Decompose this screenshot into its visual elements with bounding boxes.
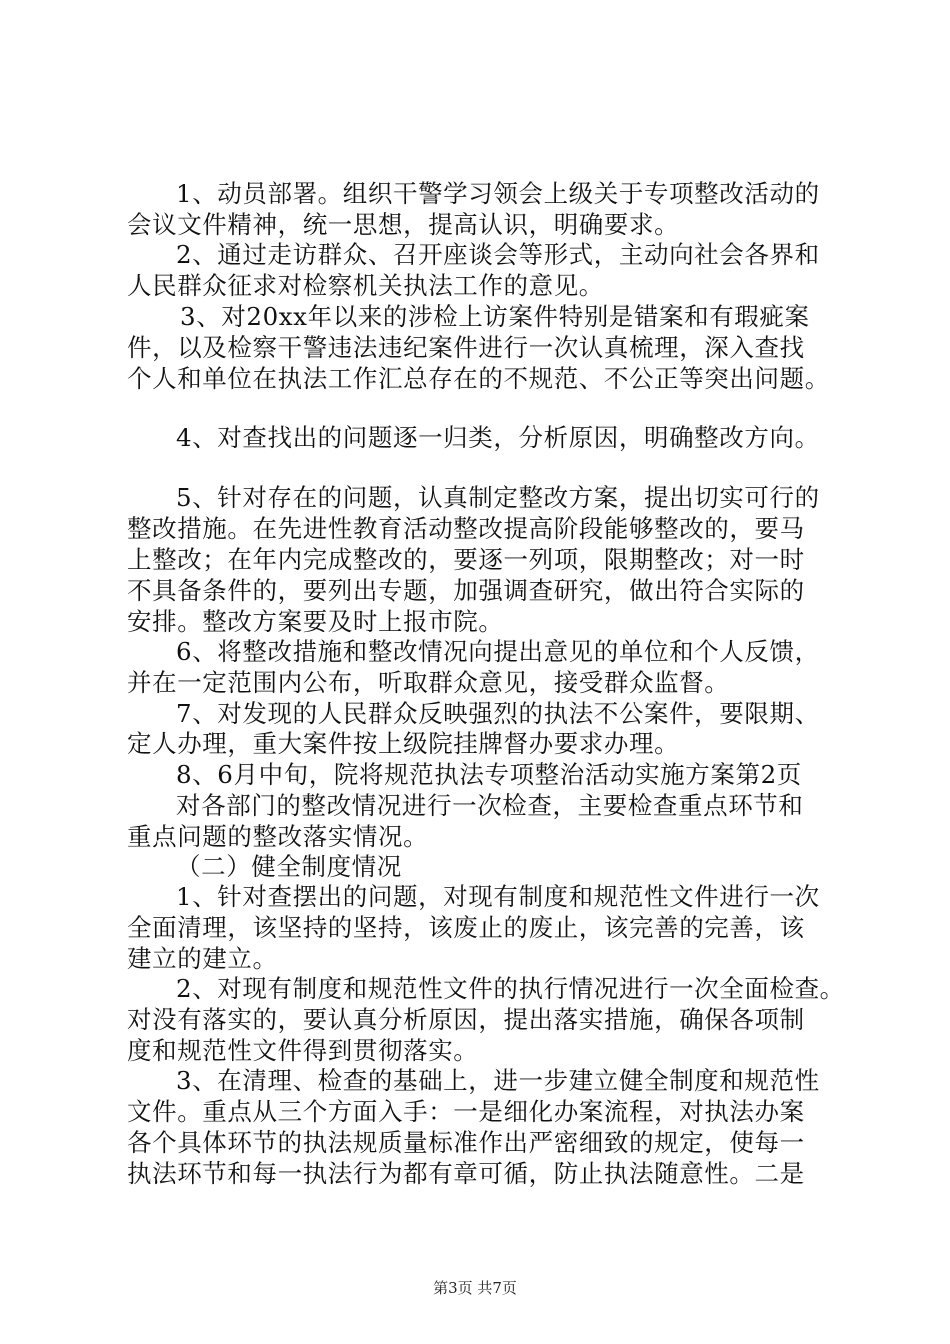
- text-line: 定人办理，重大案件按上级院挂牌督办要求办理。: [127, 729, 680, 758]
- text-line: 对没有落实的，要认真分析原因，提出落实措施，确保各项制: [127, 1005, 805, 1034]
- text-line: 文件。重点从三个方面入手：一是细化办案流程，对执法办案: [127, 1097, 805, 1126]
- text-line: 各个具体环节的执法规质量标准作出严密细致的规定，使每一: [127, 1128, 805, 1157]
- text-line: 全面清理，该坚持的坚持，该废止的废止，该完善的完善，该: [127, 913, 805, 942]
- text-line: 整改措施。在先进性教育活动整改提高阶段能够整改的，要马: [127, 514, 805, 543]
- text-line: 执法环节和每一执法行为都有章可循，防止执法随意性。二是: [127, 1159, 805, 1188]
- section-heading: （二）健全制度情况: [176, 852, 402, 881]
- text-line: 个人和单位在执法工作汇总存在的不规范、不公正等突出问题。: [127, 364, 830, 393]
- text-line: 度和规范性文件得到贯彻落实。: [127, 1036, 479, 1065]
- text-line: 并在一定范围内公布，听取群众意见，接受群众监督。: [127, 668, 730, 697]
- text-line: 会议文件精神，统一思想，提高认识，明确要求。: [127, 210, 680, 239]
- text-line: 件，以及检察干警违法违纪案件进行一次认真梳理，深入查找: [127, 333, 805, 362]
- text-line: 5、针对存在的问题，认真制定整改方案，提出切实可行的: [176, 483, 820, 512]
- text-line: 重点问题的整改落实情况。: [127, 822, 429, 851]
- text-line: 不具备条件的，要列出专题，加强调查研究，做出符合实际的: [127, 576, 805, 605]
- text-line: 1、动员部署。组织干警学习领会上级关于专项整改活动的: [176, 179, 820, 208]
- text-line: 3、在清理、检查的基础上，进一步建立健全制度和规范性: [176, 1066, 820, 1095]
- text-line: 人民群众征求对检察机关执法工作的意见。: [127, 271, 604, 300]
- text-line: 4、对查找出的问题逐一归类，分析原因，明确整改方向。: [176, 423, 820, 452]
- text-line: 6、将整改措施和整改情况向提出意见的单位和个人反馈，: [176, 637, 820, 666]
- text-line: 对各部门的整改情况进行一次检查，主要检查重点环节和: [176, 791, 804, 820]
- text-line: 3、对20xx年以来的涉检上访案件特别是错案和有瑕疵案: [180, 302, 810, 331]
- text-line: 7、对发现的人民群众反映强烈的执法不公案件，要限期、: [176, 699, 820, 728]
- text-line: 1、针对查摆出的问题，对现有制度和规范性文件进行一次: [176, 882, 820, 911]
- text-line: 安排。整改方案要及时上报市院。: [127, 607, 504, 636]
- text-line: 8、6月中旬，院将规范执法专项整治活动实施方案第2页: [176, 760, 802, 789]
- page-footer: 第3页 共7页: [433, 1279, 517, 1297]
- text-line: 上整改；在年内完成整改的，要逐一列项，限期整改；对一时: [127, 545, 805, 574]
- text-line: 建立的建立。: [127, 944, 278, 973]
- text-line: 2、通过走访群众、召开座谈会等形式，主动向社会各界和: [176, 240, 820, 269]
- text-line: 2、对现有制度和规范性文件的执行情况进行一次全面检查。: [176, 974, 845, 1003]
